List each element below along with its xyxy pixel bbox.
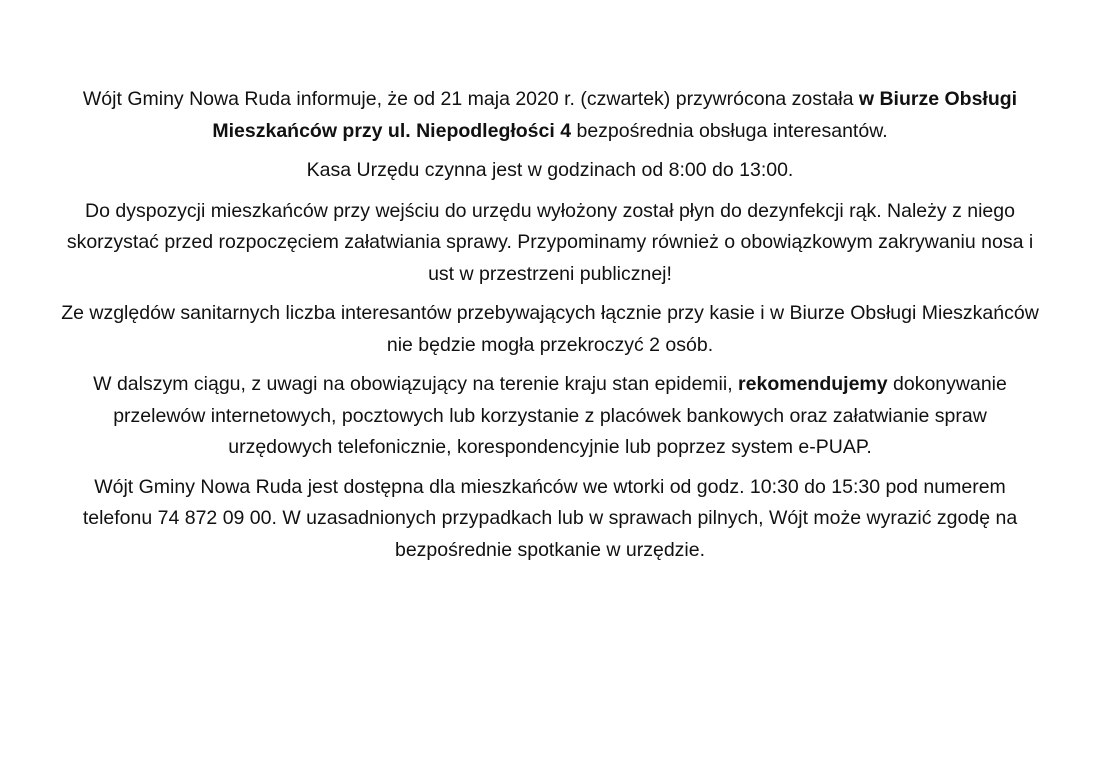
reopening-text-end: bezpośrednia obsługa interesantów. xyxy=(571,119,888,142)
paragraph-visitor-limit: Ze względów sanitarnych liczba interesantów przebywających łącznie przy kasie i w Biurze Obsługi Mieszkańców nie będzie mogła przekroczyć 2 osób. xyxy=(61,302,1039,356)
reopening-location-bold: w Biurze Obsługi Mieszkańców przy ul. Niepodległości 4 xyxy=(212,88,1018,142)
recommendation-bold: rekomendujemy xyxy=(738,373,888,395)
paragraph-reopening xyxy=(60,84,1040,147)
announcement-document xyxy=(60,84,1040,574)
paragraph-cashier-hours: Kasa Urzędu czynna jest w godzinach od 8:00 do 13:00. xyxy=(306,159,794,181)
paragraph-mayor-availability: Wójt Gminy Nowa Ruda jest dostępna dla mieszkańców we wtorki od godz. 10:30 do 15:30 pod numerem telefonu 74 872 09 00. W uzasadnionych przypadkach lub w sprawach pilnych, Wójt może wyrazić zgodę na bezpośrednie spotkanie w urzędzie. xyxy=(82,475,1018,561)
paragraph-disinfection: Do dyspozycji mieszkańców przy wejściu do urzędu wyłożony został płyn do dezynfekcji rąk. Należy z niego skorzystać przed rozpoczęciem załatwiania sprawy. Przypominamy również o obowiązkowym zakrywaniu nosa i ust w przestrzeni publicznej! xyxy=(66,199,1034,285)
paragraph-recommendation xyxy=(60,369,1040,464)
reopening-text-start: Wójt Gminy Nowa Ruda informuje, że od 21 maja 2020 r. (czwartek) przywrócona została xyxy=(82,88,859,110)
recommendation-text-end: dokonywanie przelewów internetowych, pocztowych lub korzystanie z placówek bankowych oraz załatwianie spraw urzędowych telefonicznie, korespondencyjnie lub poprzez system e-PUAP. xyxy=(113,373,1007,458)
recommendation-text-start: W dalszym ciągu, z uwagi na obowiązujący na terenie kraju stan epidemii, xyxy=(93,373,739,395)
